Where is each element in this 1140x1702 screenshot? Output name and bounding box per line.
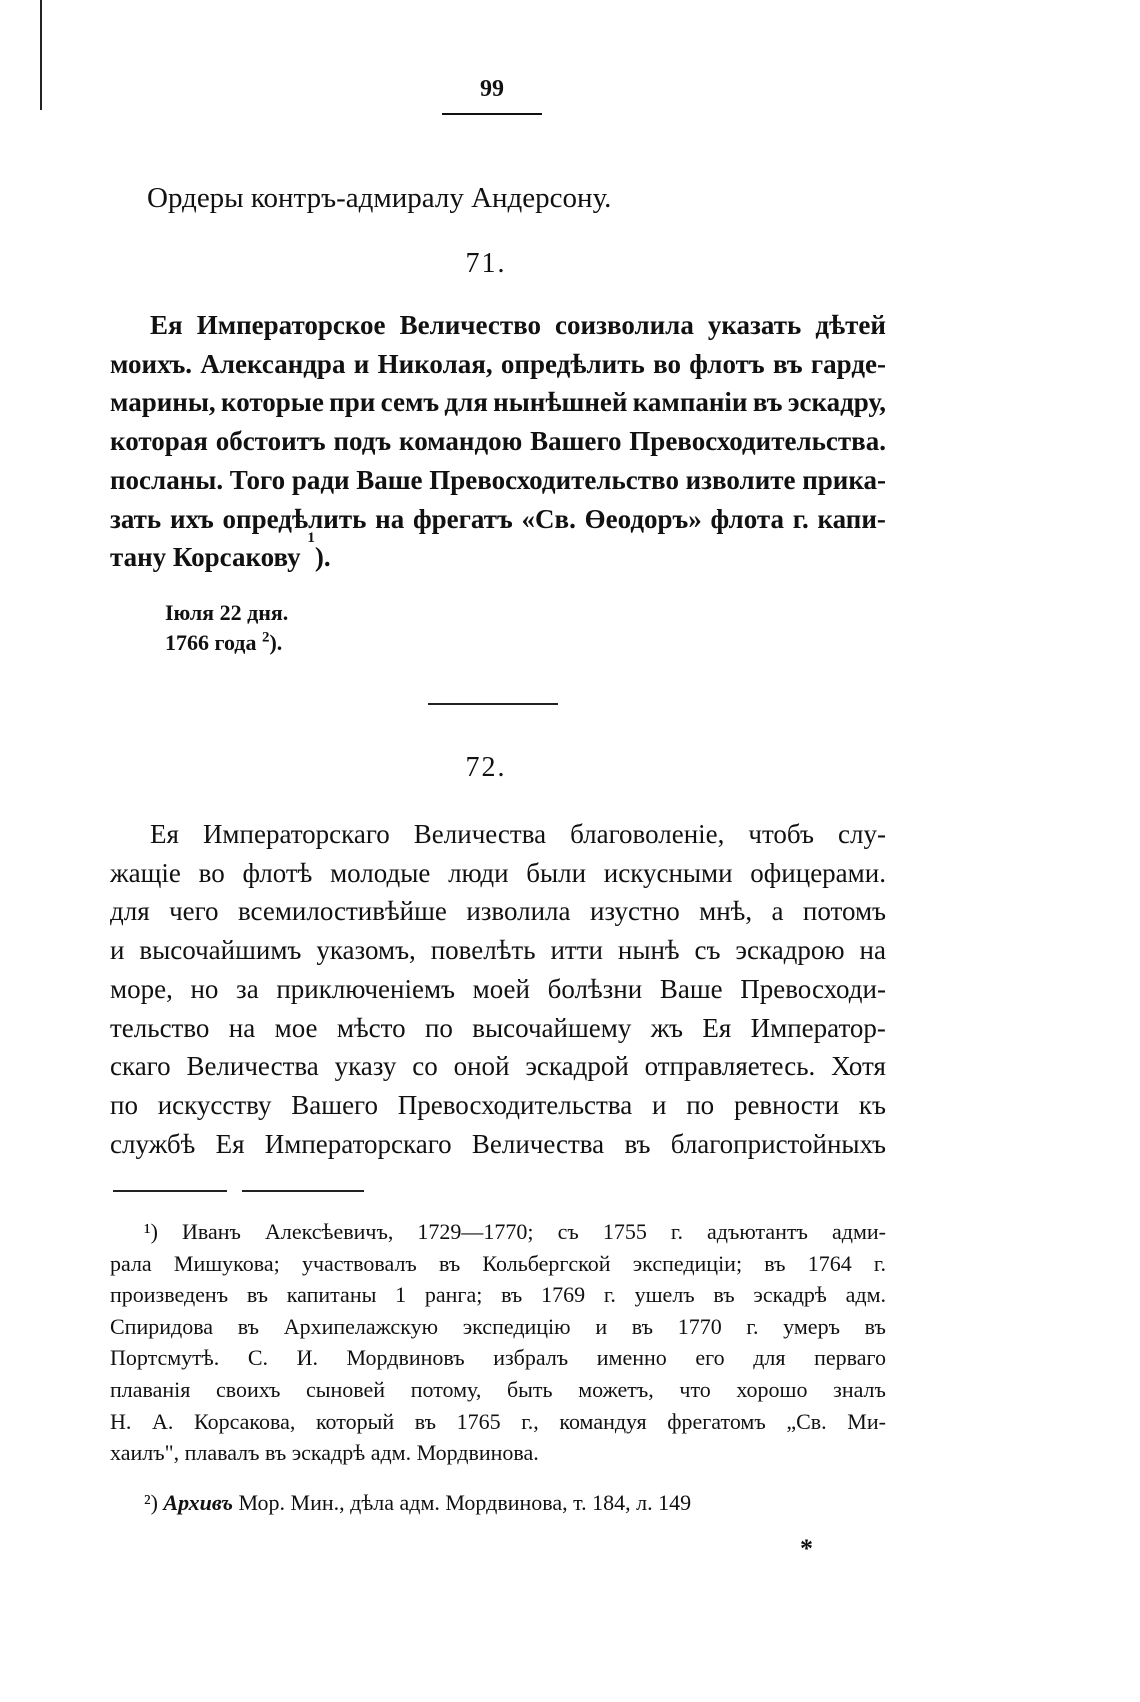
word: Хотя [831,1051,886,1082]
footnote-line [110,1311,886,1343]
word: Ея [215,1128,245,1159]
word: Ея [150,310,183,340]
word: экспедицію [462,1313,571,1339]
date-end: ). [269,630,283,655]
word: 1755 [602,1219,647,1244]
word: гарде- [810,348,886,379]
word: Н. [110,1408,132,1434]
word: которая [110,426,208,457]
word: своихъ [216,1376,281,1402]
word: были [526,857,587,888]
word: г. [792,503,809,534]
word: въ [501,1282,523,1308]
word: во [653,348,681,379]
footnote-line [110,1342,886,1374]
word: жъ [650,1012,683,1043]
footnote-rule [113,1190,227,1192]
word: эскадрой [525,1051,629,1082]
word: со [412,1051,438,1082]
word: флотѣ [242,857,313,888]
text-line [110,854,886,893]
word: высочайшему [472,1012,632,1043]
word: нынѣшней [493,387,628,418]
word: благопристойныхъ [670,1128,886,1159]
word: по [110,1089,138,1120]
word: Величества [413,819,547,849]
word: въ [764,1250,786,1276]
word: Архипелажскую [283,1313,439,1339]
margin-line [40,0,42,110]
word: въ [414,1408,436,1434]
word: марины, [110,387,216,418]
word: эскадрѣ [753,1282,827,1308]
word: ушелъ [634,1282,695,1308]
word: изволила [466,896,571,927]
word: чтобъ [748,819,814,849]
word: обстоитъ [215,426,326,457]
word: тельство [110,1012,210,1043]
word: съ [557,1219,579,1244]
word: въ [237,1313,259,1339]
word: искусству [157,1089,272,1120]
word: слу- [837,819,886,849]
word: Превосходительства. [629,426,886,457]
word: Ваше [659,973,723,1004]
word: Кольбергской [482,1250,611,1276]
word: сыновей [305,1376,386,1402]
word: что [679,1376,711,1402]
word: указомъ, [316,935,416,966]
word: въ [631,1313,654,1339]
word: участвовалъ [301,1250,417,1276]
text-line [110,306,886,345]
word: опредѣлить [500,348,645,379]
word: флотъ [689,348,765,379]
word: быть [506,1376,553,1402]
word: соизволила [555,310,694,340]
word: семъ [380,387,440,418]
word: Превосходительство [429,464,679,495]
word: флота [710,503,784,534]
text-line [110,970,886,1009]
word: адм. [845,1282,886,1308]
word: море, [110,973,173,1004]
word: скаго [110,1051,171,1082]
footnote-line: хаилъ", плавалъ въ эскадрѣ адм. Мордвинова. [110,1440,539,1466]
word: именно [596,1345,667,1371]
word: Величества [471,1128,605,1159]
word: избралъ [493,1345,569,1371]
word: Превосходи- [740,973,886,1004]
word: Ея [702,1012,732,1043]
word: Величество [399,310,541,340]
text-line [110,1125,886,1164]
word: которые [221,387,324,418]
word: г. [670,1219,683,1244]
text-line [110,1047,886,1086]
footnote-2-marker: ²) [144,1490,158,1515]
text-line [110,931,886,970]
word: на [375,503,405,534]
date-year: 1766 года [165,630,257,655]
signature-mark: * [800,1534,813,1563]
word: мнѣ, [699,896,753,927]
word: 1729—1770; [417,1219,534,1244]
word: ради [291,464,350,495]
word: въ [772,348,803,379]
word: Николая, [377,348,493,379]
word: Иванъ [182,1219,241,1244]
word: Вашего [291,1089,378,1120]
word: произведенъ [110,1282,229,1308]
word: И. [296,1345,318,1371]
word: молодые [330,857,431,888]
text-line-end: ). [314,542,331,573]
page-number: 99 [480,76,504,102]
word: зналъ [833,1376,886,1402]
word: и [651,1089,667,1120]
text-line [110,422,886,461]
word: и [110,935,125,966]
word: оной [453,1051,510,1082]
word: адъютантъ [707,1219,808,1244]
word: отправляетесь. [644,1051,816,1082]
page-number-rule [442,113,542,115]
word: кампаніи [632,387,748,418]
word: Спиридова [110,1313,214,1339]
footnote-line [110,1216,886,1248]
word: въ [246,1282,269,1308]
word: жащіе [110,857,181,888]
word: съ [694,935,721,966]
word: офицерами. [750,857,886,888]
word: изустно [589,896,680,927]
text-line [110,345,886,384]
word: 1770 [677,1313,722,1339]
text-line [110,461,886,500]
word: искусными [603,857,733,888]
text-line [110,383,886,422]
word: за [236,973,259,1004]
document-number-71: 71. [465,248,507,279]
word: г. [873,1250,886,1276]
word: Портсмутѣ. [110,1345,220,1371]
word: люди [448,857,509,888]
word: ранга; [424,1282,483,1308]
word: благоволеніе, [570,819,725,849]
word: эскадру, [787,387,886,418]
word: командуя [559,1408,647,1434]
word: капитаны [286,1282,377,1308]
word: командою [399,426,523,457]
footnote-ref-2[interactable]: 2 [261,629,270,646]
footnote-2-source: Архивъ [163,1490,234,1515]
footnote-1 [110,1216,886,1469]
word: нынѣ [617,935,680,966]
word: на [228,1012,256,1043]
word: въ [752,387,783,418]
word: Того [229,464,286,495]
word: итти [550,935,603,966]
word: для [110,896,150,927]
word: г., [521,1408,539,1434]
word: и [595,1313,608,1339]
word: болѣзни [547,973,643,1004]
word: С. [247,1345,268,1371]
word: потому, [410,1376,482,1402]
text-line [110,1009,886,1048]
document-71-text [110,306,886,577]
word: въ [864,1313,886,1339]
date-line-2 [165,628,282,658]
document-72-text [110,815,886,1163]
word: хорошо [736,1376,808,1402]
word: 1764 [807,1250,852,1276]
word: Өеодоръ» [584,503,702,534]
footnote-2-text: Мор. Мин., дѣла адм. Мордвинова, т. 184, л. 149 [238,1490,692,1515]
word: умеръ [783,1313,840,1339]
word: во [198,857,225,888]
word: эскадрою [735,935,845,966]
footnote-line [110,1279,886,1311]
word: Императорскаго [202,819,390,849]
section-separator [428,703,558,705]
word: опредѣлить [222,503,367,534]
word: а [771,896,784,927]
text-line [110,1086,886,1125]
word: изволите [685,464,796,495]
word: Корсакова, [194,1408,296,1434]
word: ихъ [169,503,214,534]
word: „Св. [786,1408,827,1434]
section-heading: Ордеры контръ-адмиралу Андерсону. [147,182,612,214]
word: потомъ [802,896,886,927]
word: подъ [333,426,392,457]
word: прика- [802,464,886,495]
word: въ [439,1250,461,1276]
word: но [190,973,219,1004]
document-number-72: 72. [465,752,507,783]
text-line: тану Корсакову [110,542,301,573]
word: Алексѣевичъ, [264,1219,394,1244]
word: при [329,387,376,418]
word: его [695,1345,725,1371]
word: экспедиціи; [632,1250,743,1276]
word: г. [746,1313,759,1339]
word: къ [858,1089,886,1120]
word: для [753,1345,786,1371]
footnote-rule [242,1190,364,1192]
word: службѣ [110,1128,196,1159]
word: въ [624,1128,651,1159]
word: по [686,1089,715,1120]
date-line-1: Іюля 22 дня. [165,600,289,625]
word: 1765 [456,1408,501,1434]
word: Превосходительства [397,1089,633,1120]
word: указать [707,310,802,340]
word: Мордвиновъ [346,1345,465,1371]
word: приключеніемъ [276,973,455,1004]
word: рала [110,1250,152,1276]
word: перваго [814,1345,886,1371]
word: дѣтей [815,310,886,340]
text-line [110,500,886,539]
footnote-line [110,1248,886,1280]
word: Императорскаго [264,1128,452,1159]
word: фрегатомъ [667,1408,766,1434]
word: ¹) [144,1219,158,1244]
footnote-2 [144,1490,691,1516]
word: 1 [395,1282,407,1308]
word: ревности [733,1089,840,1120]
word: Ми- [847,1408,886,1434]
word: адми- [832,1219,886,1244]
word: Ваше [356,464,423,495]
word: А. [152,1408,174,1434]
word: въ [713,1282,735,1308]
word: чего [169,896,219,927]
word: 1769 [541,1282,586,1308]
word: и [353,348,370,379]
word: Вашего [530,426,622,457]
word: указу [334,1051,397,1082]
word: моей [472,973,530,1004]
word: можетъ, [578,1376,654,1402]
word: г. [603,1282,616,1308]
word: зать [110,503,162,534]
word: посланы. [110,464,224,495]
word: моихъ. [110,348,193,379]
word: Александра [200,348,346,379]
word: капи- [817,503,886,534]
word: «Св. [521,503,576,534]
word: высочайшимъ [139,935,302,966]
word: Величества [186,1051,319,1082]
word: для [444,387,488,418]
word: Мишукова; [173,1250,280,1276]
word: на [859,935,886,966]
footnote-ref-1[interactable]: 1 [307,530,315,547]
word: мое [274,1012,318,1043]
word: Император- [750,1012,886,1043]
word: всемилостивѣйше [237,896,447,927]
footnote-line [110,1374,886,1406]
word: по [424,1012,453,1043]
word: повелѣть [430,935,536,966]
word: Императорское [196,310,386,340]
word: фрегатъ [412,503,513,534]
word: который [315,1408,395,1434]
text-line [110,815,886,854]
word: Ея [150,819,179,849]
text-line-last [110,530,886,577]
footnote-line [110,1406,886,1438]
word: мѣсто [336,1012,406,1043]
text-line [110,892,886,931]
word: плаванія [110,1376,191,1402]
